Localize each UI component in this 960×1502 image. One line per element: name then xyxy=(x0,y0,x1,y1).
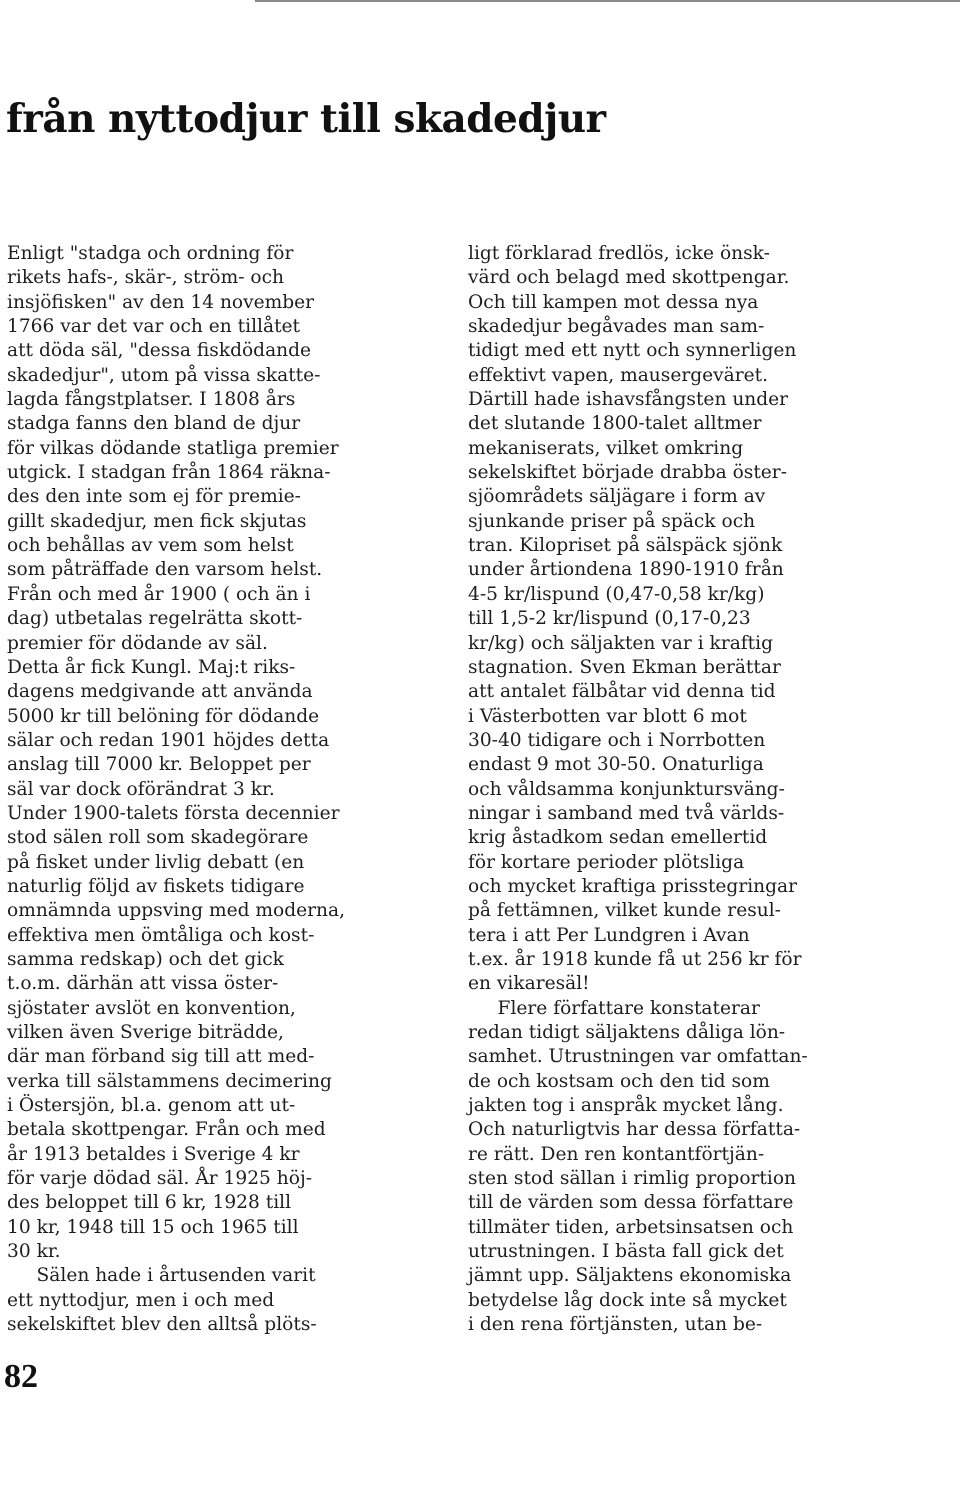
text-line: för varje dödad säl. År 1925 höj- xyxy=(7,1168,312,1190)
text-line: 4-5 kr/lispund (0,47-0,58 kr/kg) xyxy=(468,583,765,605)
text-column-left xyxy=(7,242,452,1337)
text-line: tran. Kilopriset på sälspäck sjönk xyxy=(468,535,783,557)
text-line: värd och belagd med skottpengar. xyxy=(468,267,790,289)
text-line: omnämnda uppsving med moderna, xyxy=(7,900,345,922)
text-line: Därtill hade ishavsfångsten under xyxy=(468,389,789,411)
text-line: för vilkas dödande statliga premier xyxy=(7,437,339,459)
text-line: betala skottpengar. Från och med xyxy=(7,1119,326,1141)
page-title: från nyttodjur till skadedjur xyxy=(6,96,606,142)
text-line: 10 kr, 1948 till 15 och 1965 till xyxy=(7,1216,299,1238)
text-line: samma redskap) och det gick xyxy=(7,948,284,970)
text-line: ningar i samband med två världs- xyxy=(468,802,785,824)
text-line: där man förband sig till att med- xyxy=(7,1046,315,1068)
text-line: år 1913 betaldes i Sverige 4 kr xyxy=(7,1143,300,1165)
text-line: vilken även Sverige biträdde, xyxy=(7,1022,284,1043)
text-line: mekaniserats, vilket omkring xyxy=(468,437,744,459)
text-line: des den inte som ej för premie- xyxy=(7,486,301,508)
text-line: Under 1900-talets första decennier xyxy=(7,802,340,824)
text-line: betydelse låg dock inte så mycket xyxy=(468,1289,787,1311)
text-line: i den rena förtjänsten, utan be- xyxy=(468,1314,763,1336)
text-line: sekelskiftet blev den alltså plöts- xyxy=(7,1314,317,1336)
text-line: till 1,5-2 kr/lispund (0,17-0,23 xyxy=(468,608,751,630)
text-line: re rätt. Den ren kontantförtjän- xyxy=(468,1143,765,1165)
text-line: Och till kampen mot dessa nya xyxy=(468,291,759,313)
text-line: sjunkande priser på späck och xyxy=(468,510,756,532)
text-line: sjöområdets säljägare i form av xyxy=(468,486,766,508)
text-line: redan tidigt säljaktens dåliga lön- xyxy=(468,1022,786,1043)
text-line: sälar och redan 1901 höjdes detta xyxy=(7,729,330,751)
text-line: en vikaresäl! xyxy=(468,973,590,995)
text-line: under årtiondena 1890-1910 från xyxy=(468,559,784,581)
text-line: dag) utbetalas regelrätta skott- xyxy=(7,608,303,630)
text-line: 5000 kr till belöning för dödande xyxy=(7,705,320,727)
text-line: anslag till 7000 kr. Beloppet per xyxy=(7,754,311,776)
text-line: tillmäter tiden, arbetsinsatsen och xyxy=(468,1216,794,1238)
text-line: 30 kr. xyxy=(7,1241,61,1263)
text-line: sten stod sällan i rimlig proportion xyxy=(468,1168,797,1190)
text-line: Och naturligtvis har dessa författa- xyxy=(468,1119,801,1141)
text-line: endast 9 mot 30-50. Onaturliga xyxy=(468,754,764,776)
text-line: att antalet fälbåtar vid denna tid xyxy=(468,681,776,703)
text-line: jämnt upp. Säljaktens ekonomiska xyxy=(468,1265,792,1287)
text-line: ligt förklarad fredlös, icke önsk- xyxy=(468,243,770,264)
top-rule xyxy=(255,0,960,2)
text-line: det slutande 1800-talet alltmer xyxy=(468,413,762,435)
text-line: dagens medgivande att använda xyxy=(7,681,313,703)
text-line: premier för dödande av säl. xyxy=(7,632,268,654)
text-line: insjöfisken" av den 14 november xyxy=(7,291,315,313)
text-line: t.o.m. därhän att vissa öster- xyxy=(7,973,279,995)
text-line: stod sälen roll som skadegörare xyxy=(7,827,309,849)
text-line: utgick. I stadgan från 1864 räkna- xyxy=(7,462,331,484)
text-line: rikets hafs-, skär-, ström- och xyxy=(7,267,285,289)
text-line: skadedjur", utom på vissa skatte- xyxy=(7,364,321,386)
text-line: tera i att Per Lundgren i Avan xyxy=(468,924,750,946)
page-number: 82 xyxy=(4,1358,38,1395)
text-line: kr/kg) och säljakten var i kraftig xyxy=(468,632,773,654)
text-line: effektivt vapen, mausergeväret. xyxy=(468,364,768,386)
text-line: på fettämnen, vilket kunde resul- xyxy=(468,900,781,922)
text-line: jakten tog i anspråk mycket lång. xyxy=(468,1095,784,1117)
text-line: säl var dock oförändrat 3 kr. xyxy=(7,778,275,800)
text-line: som påträffade den varsom helst. xyxy=(7,559,323,581)
text-line: naturlig följd av fiskets tidigare xyxy=(7,875,305,897)
text-line: i Östersjön, bl.a. genom att ut- xyxy=(7,1095,296,1117)
text-line: de och kostsam och den tid som xyxy=(468,1070,770,1092)
text-line: 1766 var det var och en tillåtet xyxy=(7,316,301,338)
text-line: 30-40 tidigare och i Norrbotten xyxy=(468,729,766,751)
text-line: stagnation. Sven Ekman berättar xyxy=(468,656,781,678)
text-line: och behållas av vem som helst xyxy=(7,535,294,557)
text-line: Flere författare konstaterar xyxy=(468,997,760,1019)
text-line: Från och med år 1900 ( och än i xyxy=(7,583,311,605)
text-line: gillt skadedjur, men fick skjutas xyxy=(7,510,307,532)
text-line: på fisket under livlig debatt (en xyxy=(7,851,305,873)
text-line: krig åstadkom sedan emellertid xyxy=(468,827,768,849)
text-line: sjöstater avslöt en konvention, xyxy=(7,997,296,1019)
text-line: sekelskiftet började drabba öster- xyxy=(468,462,787,484)
text-line: samhet. Utrustningen var omfattan- xyxy=(468,1046,808,1068)
text-line: skadedjur begåvades man sam- xyxy=(468,316,765,338)
text-line: Enligt "stadga och ordning för xyxy=(7,243,294,264)
text-line: stadga fanns den bland de djur xyxy=(7,413,301,435)
text-line: för kortare perioder plötsliga xyxy=(468,851,745,873)
text-line: Detta år fick Kungl. Maj:t riks- xyxy=(7,656,296,678)
text-line: Sälen hade i årtusenden varit xyxy=(7,1265,316,1287)
text-line: och våldsamma konjunktursväng- xyxy=(468,778,785,800)
text-line: tidigt med ett nytt och synnerligen xyxy=(468,340,797,362)
text-line: t.ex. år 1918 kunde få ut 256 kr för xyxy=(468,948,802,970)
text-line: till de värden som dessa författare xyxy=(468,1192,794,1214)
text-line: i Västerbotten var blott 6 mot xyxy=(468,705,747,727)
text-line: verka till sälstammens decimering xyxy=(7,1070,332,1092)
text-line: ett nyttodjur, men i och med xyxy=(7,1289,275,1311)
text-line: och mycket kraftiga prisstegringar xyxy=(468,875,798,897)
text-line: att döda säl, "dessa fiskdödande xyxy=(7,340,312,362)
text-column-right xyxy=(468,242,918,1337)
text-line: utrustningen. I bästa fall gick det xyxy=(468,1241,784,1263)
text-line: effektiva men ömtåliga och kost- xyxy=(7,924,315,946)
text-line: lagda fångstplatser. I 1808 års xyxy=(7,389,296,411)
text-line: des beloppet till 6 kr, 1928 till xyxy=(7,1192,292,1214)
